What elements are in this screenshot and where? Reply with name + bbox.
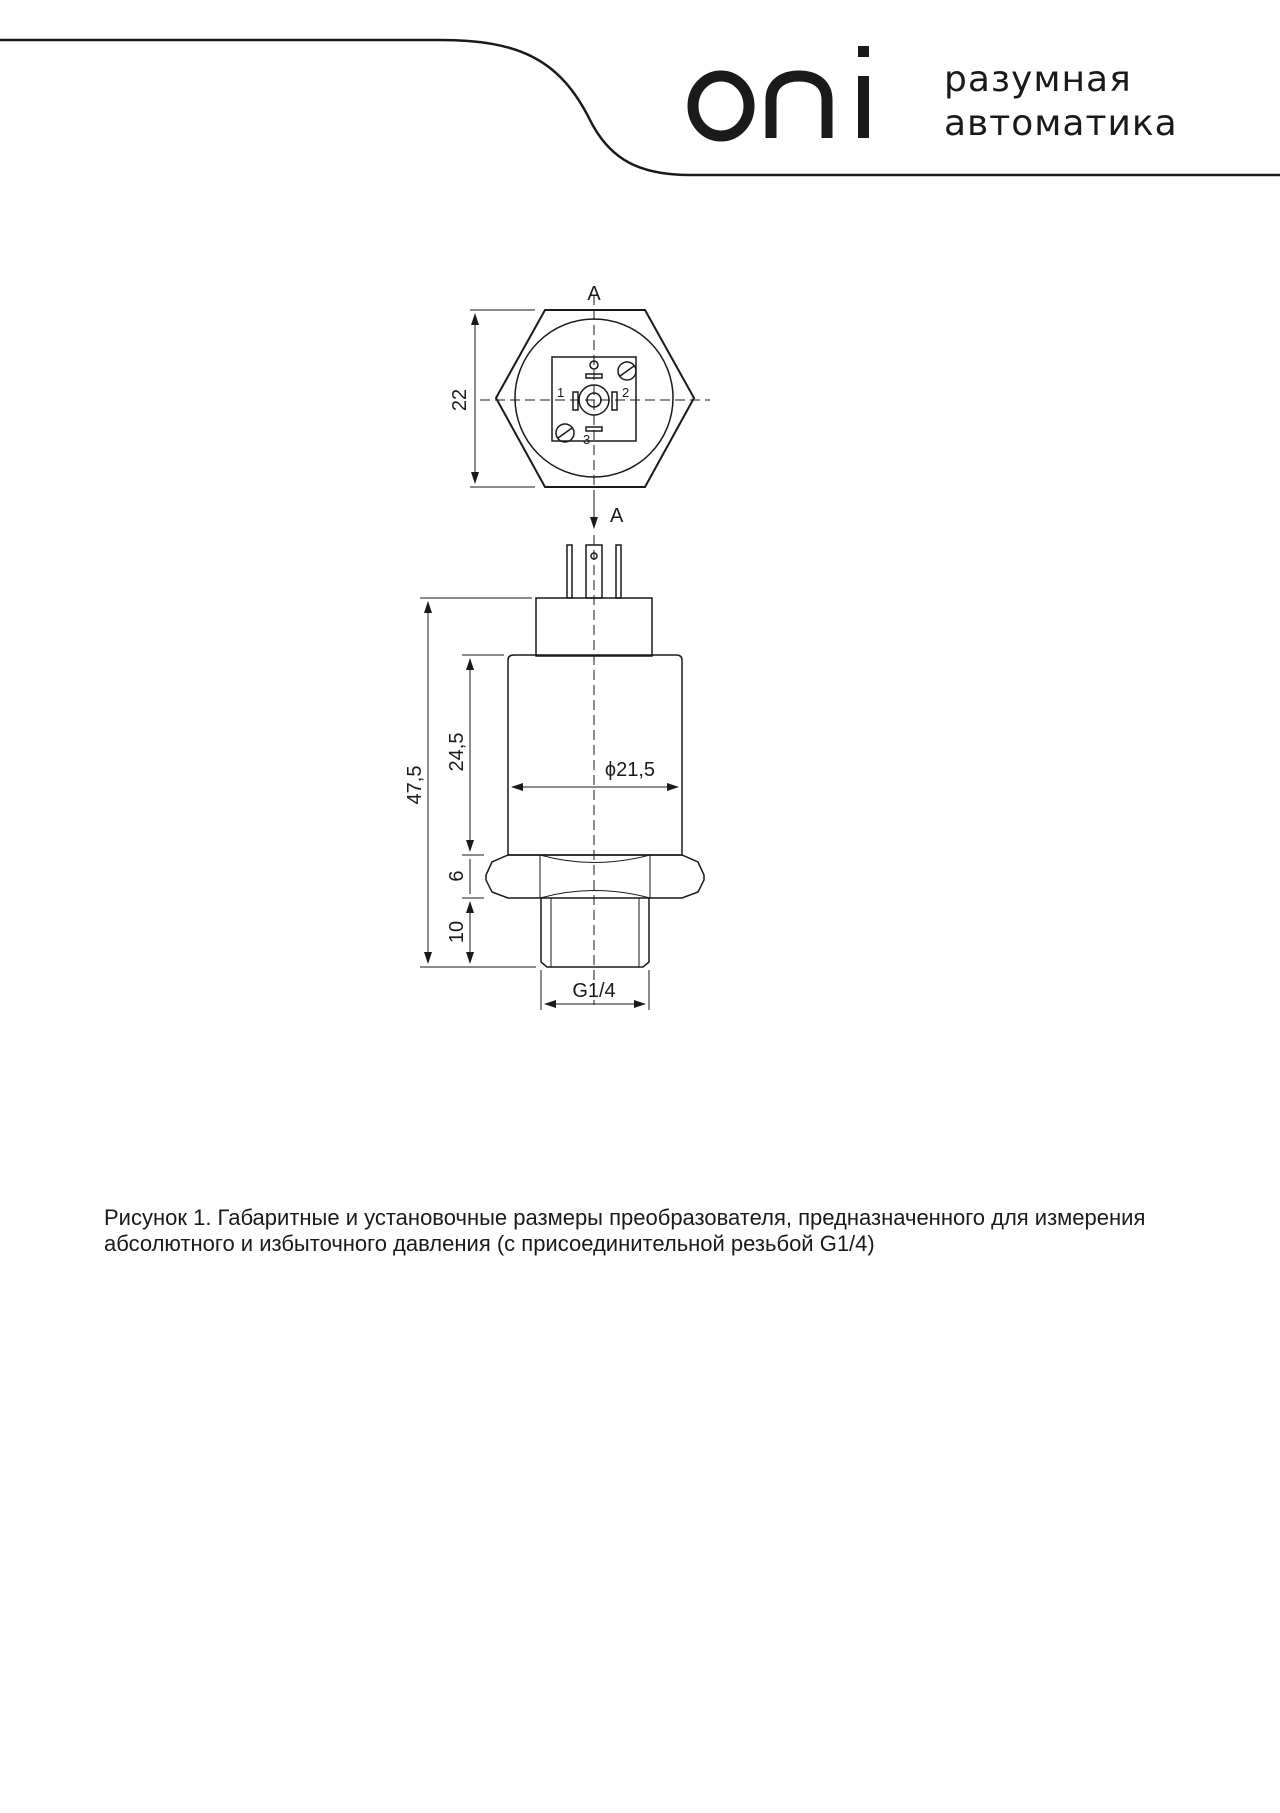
side-view-labels bbox=[404, 733, 655, 1002]
dim-thread-length: 10 bbox=[446, 920, 468, 944]
tagline-line-1: разумная bbox=[944, 59, 1132, 100]
pin-label-2: 2 bbox=[622, 385, 630, 400]
tagline-line-2: автоматика bbox=[944, 103, 1178, 144]
caption-line-1: Рисунок 1. Габаритные и установочные размеры преобразователя, предназначенного для измерения bbox=[104, 1205, 1146, 1230]
view-label-top: A bbox=[587, 283, 601, 305]
dim-hex-width: 22 bbox=[449, 388, 471, 412]
dim-body-height: 24,5 bbox=[446, 732, 468, 772]
caption-line-2: абсолютного и избыточного давления (с присоединительной резьбой G1/4) bbox=[104, 1231, 875, 1256]
pin-label-1: 1 bbox=[557, 385, 565, 400]
logo-text: oni bbox=[686, 38, 688, 39]
dim-nut-height: 6 bbox=[446, 870, 468, 882]
view-label-arrow: A bbox=[610, 505, 624, 527]
dim-thread: G1/4 bbox=[572, 980, 616, 1002]
dim-diameter: ϕ21,5 bbox=[604, 759, 656, 781]
top-view bbox=[470, 295, 710, 528]
figure-caption bbox=[104, 1205, 1204, 1257]
dim-total-height: 47,5 bbox=[404, 765, 426, 805]
pin-label-3: 3 bbox=[583, 432, 591, 447]
